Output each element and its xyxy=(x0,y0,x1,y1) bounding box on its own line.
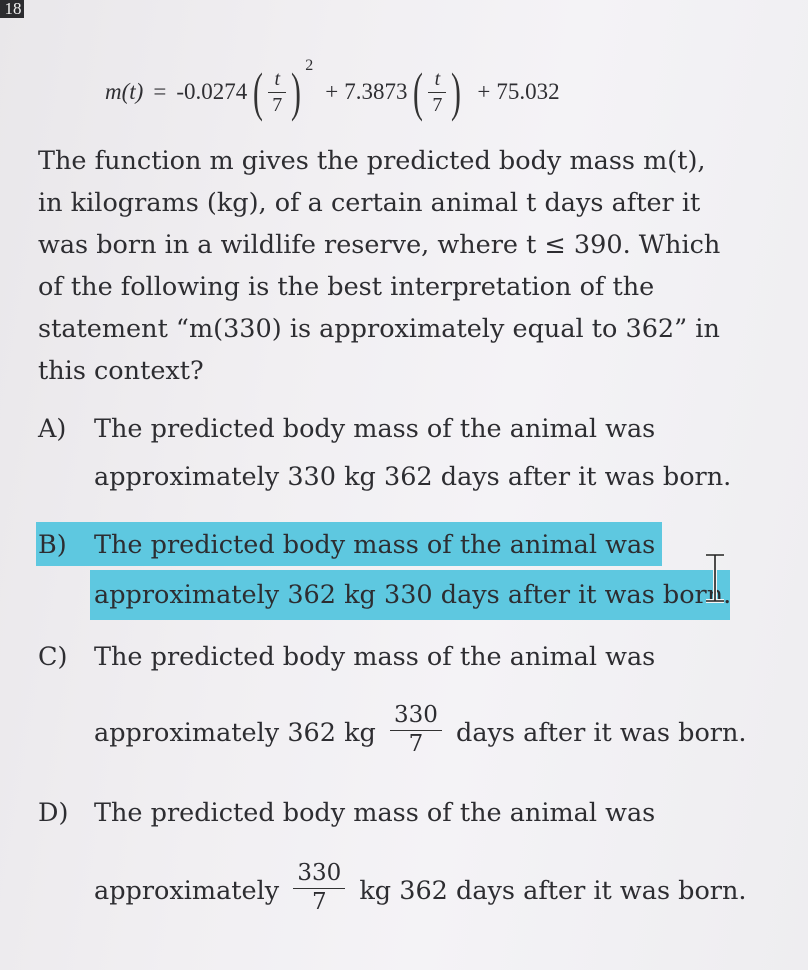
choice-line: approximately 362 kg $\frac{330}{7}$ days after it was born. xyxy=(94,702,747,757)
stem-line: statement “m(330) is approximately equal to 362” in xyxy=(38,314,720,344)
choice-line: The predicted body mass of the animal was xyxy=(94,798,656,828)
question-stem xyxy=(38,140,738,392)
text-cursor-icon xyxy=(700,552,730,604)
stem-line: The function m gives the predicted body mass m(t), xyxy=(38,146,706,176)
equation-coef1: -0.0274 xyxy=(176,79,248,104)
equation-equals: = xyxy=(153,79,167,104)
equation-exponent: 2 xyxy=(305,57,314,74)
choice-line: approximately $\frac{330}{7}$ kg 362 days after it was born. xyxy=(94,860,747,915)
choice-line: approximately 362 kg 330 days after it was born. xyxy=(94,580,732,610)
choice-line: The predicted body mass of the animal was xyxy=(94,642,656,672)
question-number: 18 xyxy=(0,0,24,18)
equation-coef2: 7.3873 xyxy=(344,79,408,104)
choice-letter: C) xyxy=(38,642,68,672)
stem-line: of the following is the best interpretation of the xyxy=(38,272,655,302)
choice-line: The predicted body mass of the animal was xyxy=(94,414,656,444)
choice-line: approximately 330 kg 362 days after it was born. xyxy=(94,462,732,492)
stem-line: in kilograms (kg), of a certain animal t days after it xyxy=(38,188,701,218)
equation-constant: 75.032 xyxy=(496,79,560,104)
choice-line: The predicted body mass of the animal was xyxy=(94,530,656,560)
equation-lhs: m(t) xyxy=(105,79,144,104)
fraction-t-over-7-b: $\frac{t}{7}$ xyxy=(428,69,446,116)
function-equation xyxy=(105,52,560,132)
equation-plus1: + xyxy=(325,79,339,104)
fraction-330-over-7: $\frac{330}{7}$ xyxy=(293,860,345,916)
linear-fraction-group: ( $\frac{t}{7}$ ) xyxy=(413,62,462,122)
choice-letter: D) xyxy=(38,798,69,828)
fraction-330-over-7: $\frac{330}{7}$ xyxy=(390,702,442,758)
equation-plus2: + xyxy=(477,79,491,104)
stem-line: this context? xyxy=(38,356,204,386)
stem-line: was born in a wildlife reserve, where t ≤ 390. Which xyxy=(38,230,721,260)
choice-letter: A) xyxy=(38,414,67,444)
squared-fraction-group: ( $\frac{t}{7}$ ) 2 xyxy=(253,57,314,122)
fraction-t-over-7: $\frac{t}{7}$ xyxy=(268,69,286,116)
choice-letter: B) xyxy=(38,530,67,560)
